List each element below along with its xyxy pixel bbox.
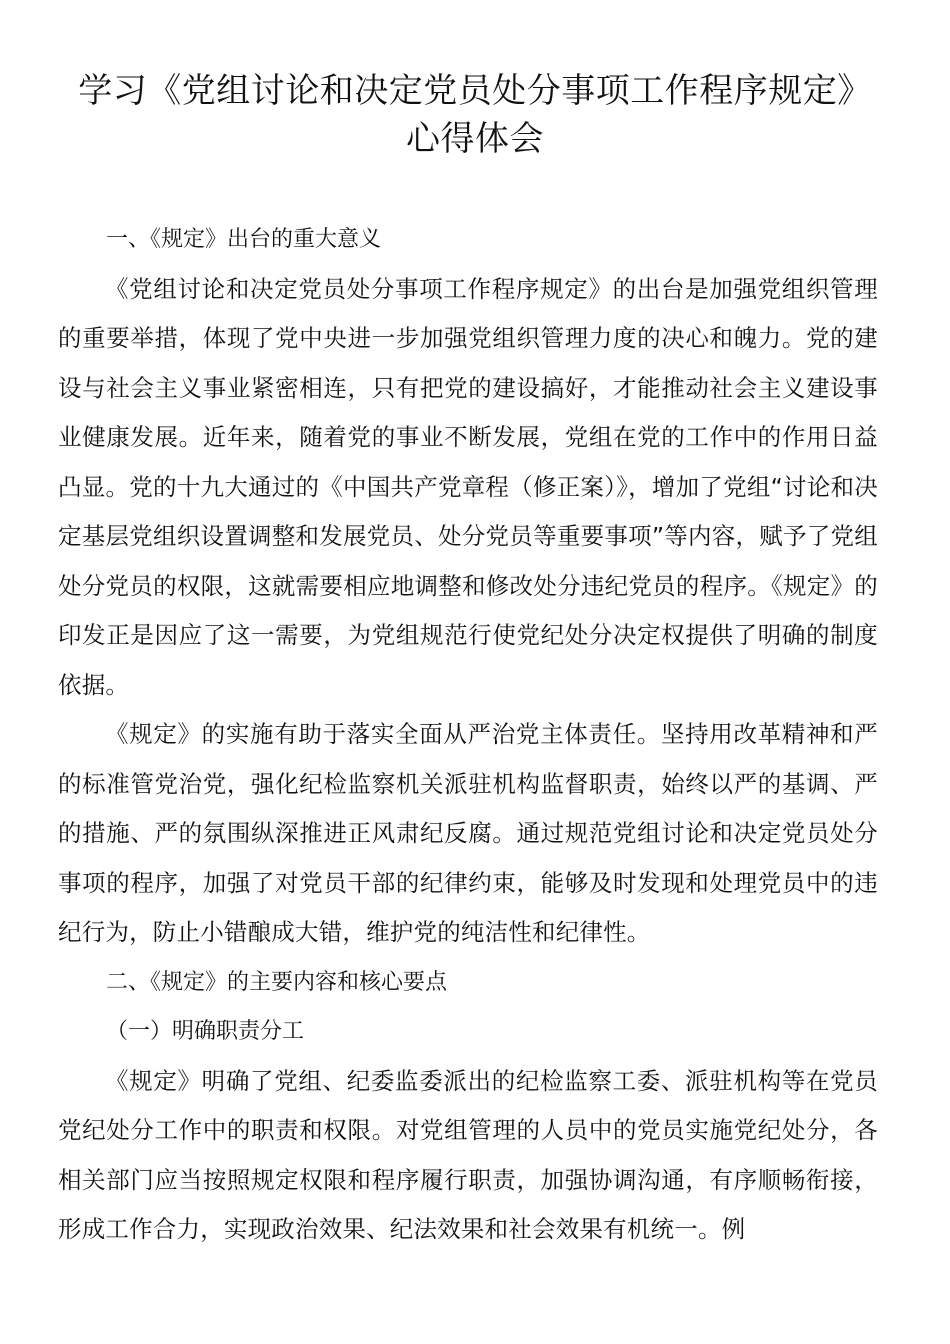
document-title-line-1: 学习《党组讨论和决定党员处分事项工作程序规定》 <box>78 71 872 111</box>
section-heading-2: 二、《规定》的主要内容和核心要点 <box>106 969 448 995</box>
section-heading-1: 一、《规定》出台的重大意义 <box>106 227 382 252</box>
paragraph-3: 《规定》明确了党组、纪委监委派出的纪检监察工委、派驻机构等在党员党纪处分工作中的职责和权限。对党组管理的人员中的党员实施党纪处分，各相关部门应当按照规定权限和程序履行职责，加强协调沟通，有序顺畅衔接，形成工作合力，实现政治效果、纪法效果和社会效果有机统一。例 <box>58 1066 878 1243</box>
paragraph-2: 《规定》的实施有助于落实全面从严治党主体责任。坚持用改革精神和严的标准管党治党，强化纪检监察机关派驻机构监督职责，始终以严的基调、严的措施、严的氛围纵深推进正风肃纪反腐。通过规范党组讨论和决定党员处分事项的程序，加强了对党员干部的纪律约束，能够及时发现和处理党员中的违纪行为，防止小错酿成大错，维护党的纯洁性和纪律性。 <box>58 720 878 946</box>
subheading-1: （一）明确职责分工 <box>106 1019 305 1044</box>
document-body <box>58 215 878 1255</box>
paragraph-1: 《党组讨论和决定党员处分事项工作程序规定》的出台是加强党组织管理的重要举措，体现了党中央进一步加强党组织管理力度的决心和魄力。党的建设与社会主义事业紧密相连，只有把党的建设搞好，才能推动社会主义建设事业健康发展。近年来，随着党的事业不断发展，党组在党的工作中的作用日益凸显。党的十九大通过的《中国共产党章程（修正案）》，增加了党组“讨论和决定基层党组织设置调整和发展党员、处分党员等重要事项”等内容，赋予了党组处分党员的权限，这就需要相应地调整和修改处分违纪党员的程序。《规定》的印发正是因应了这一需要，为党组规范行使党纪处分决定权提供了明确的制度依据。 <box>58 274 878 699</box>
document-title-line-2: 心得体会 <box>406 119 544 159</box>
